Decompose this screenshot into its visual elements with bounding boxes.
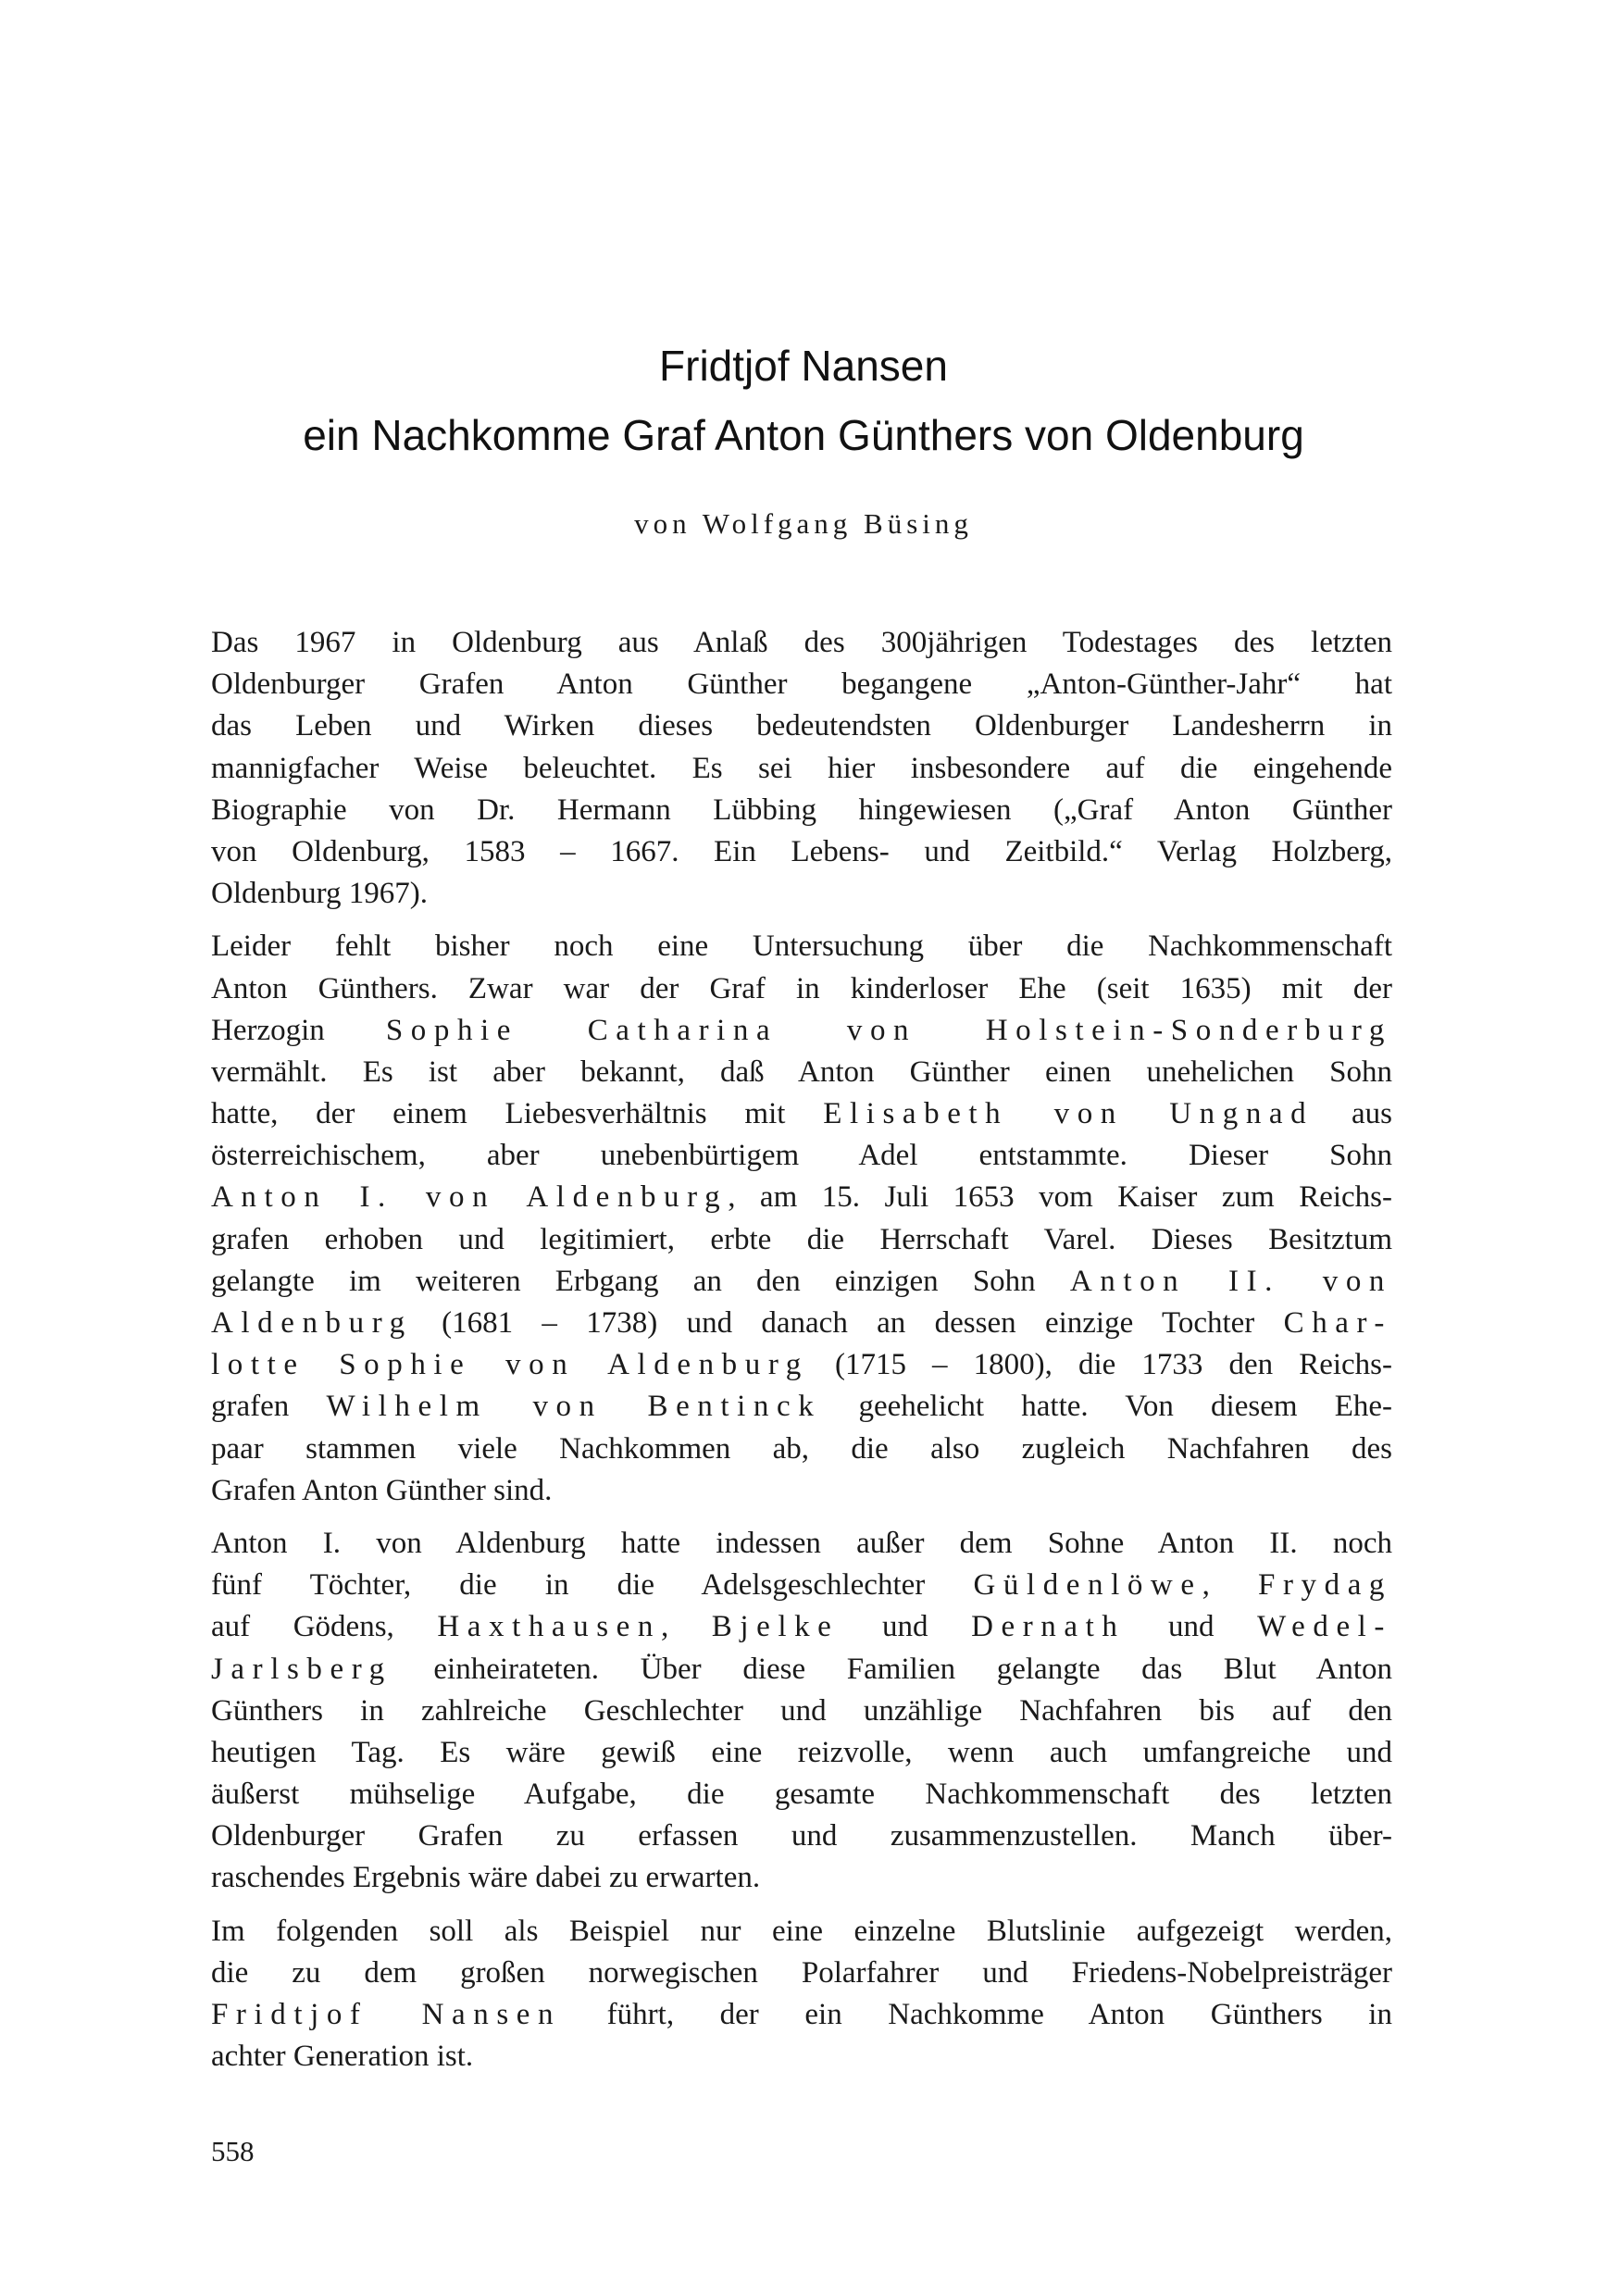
text-run: gelangte im weiteren Erbgang an den einzigen Sohn <box>211 1264 1070 1298</box>
text-run: österreichischem, aber unebenbürtigem Adel entstammte. Dieser Sohn <box>211 1139 1392 1173</box>
text-line <box>211 1911 1392 1953</box>
spaced-name: Dernath <box>971 1610 1126 1644</box>
article-body <box>211 622 1392 2089</box>
spaced-name: Bjelke <box>711 1610 840 1644</box>
text-run: führt, der ein Nachkomme Anton Günthers in <box>561 1998 1392 2031</box>
text-run: Herzogin <box>211 1013 386 1047</box>
text-run: hatte, der einem Liebesverhältnis mit <box>211 1097 824 1131</box>
text-line <box>211 1691 1392 1732</box>
text-line <box>211 1177 1392 1218</box>
text-run: Anton I. von Aldenburg hatte indessen außer dem Sohne Anton II. noch <box>211 1526 1392 1560</box>
author-byline: von Wolfgang Büsing <box>634 507 973 540</box>
text-run: raschendes Ergebnis wäre dabei zu erwarten. <box>211 1861 761 1895</box>
text-run: paar stammen viele Nachkommen ab, die also zugleich Nachfahren des <box>211 1431 1392 1466</box>
text-run: Günthers in zahlreiche Geschlechter und unzählige Nachfahren bis auf den <box>211 1693 1392 1728</box>
text-run: und <box>839 1610 972 1644</box>
text-line <box>211 1994 1392 2036</box>
spaced-name: Haxthausen <box>437 1610 661 1644</box>
paragraph <box>211 622 1392 915</box>
text-run: , am 15. Juli 1653 vom Kaiser zum Reichs- <box>728 1180 1392 1215</box>
text-line <box>211 1386 1392 1428</box>
text-run: Leider fehlt bisher noch eine Untersuchung über die Nachkommenschaft <box>211 930 1392 964</box>
text-line <box>211 1857 1392 1899</box>
spaced-name: Sophie Catharina von Holstein-Sonderburg <box>385 1013 1392 1047</box>
text-line <box>211 1523 1392 1565</box>
text-line <box>211 1261 1392 1303</box>
spaced-name: Frydag <box>1258 1568 1393 1603</box>
text-run: und <box>1125 1610 1258 1644</box>
paragraph <box>211 1523 1392 1900</box>
spaced-name: Wilhelm von Bentinck <box>326 1390 822 1424</box>
spaced-name: Wedel- <box>1257 1610 1392 1644</box>
text-line <box>211 926 1392 967</box>
title-line-1: Fridtjof Nansen <box>659 342 948 390</box>
paragraph <box>211 926 1392 1512</box>
text-run: Grafen Anton Günther sind. <box>211 1473 553 1507</box>
text-run: , <box>660 1610 712 1644</box>
text-run: grafen erhoben und legitimiert, erbte die Herrschaft Varel. Dieses Besitztum <box>211 1222 1392 1256</box>
text-line <box>211 1732 1392 1774</box>
text-run: von Oldenburg, 1583 – 1667. Ein Lebens- und Zeitbild.“ Verlag Holzberg, <box>211 834 1392 868</box>
spaced-name: Elisabeth von Ungnad <box>823 1097 1314 1131</box>
page-number: 558 <box>211 2135 255 2167</box>
text-line <box>211 1010 1392 1052</box>
spaced-name: Fridtjof Nansen <box>211 1998 562 2031</box>
text-run: die zu dem großen norwegischen Polarfahrer und Friedens-Nobelpreisträger <box>211 1955 1392 1990</box>
text-run: geehelicht hatte. Von diesem Ehe- <box>821 1390 1392 1424</box>
text-run: auf Gödens, <box>211 1610 438 1644</box>
text-run: grafen <box>211 1390 327 1424</box>
spaced-name: Anton II. von <box>1069 1264 1392 1298</box>
text-run: Oldenburger Grafen zu erfassen und zusammenzustellen. Manch über- <box>211 1819 1392 1853</box>
text-run: Im folgenden soll als Beispiel nur eine einzelne Blutslinie aufgezeigt werden, <box>211 1914 1392 1948</box>
text-line <box>211 1649 1392 1691</box>
text-run: Das 1967 in Oldenburg aus Anlaß des 300jährigen Todestages des letzten <box>211 626 1392 659</box>
text-line <box>211 1219 1392 1261</box>
text-line <box>211 1052 1392 1093</box>
text-line <box>211 790 1392 831</box>
paragraph <box>211 1911 1392 2078</box>
text-line <box>211 1565 1392 1606</box>
text-line <box>211 1774 1392 1816</box>
text-line <box>211 1953 1392 1994</box>
text-line <box>211 873 1392 915</box>
text-run: äußerst mühselige Aufgabe, die gesamte Nachkommenschaft des letzten <box>211 1778 1392 1812</box>
text-run: heutigen Tag. Es wäre gewiß eine reizvolle, wenn auch umfangreiche und <box>211 1735 1392 1769</box>
text-line <box>211 1816 1392 1857</box>
spaced-name: Jarlsberg <box>211 1652 392 1686</box>
spaced-name: lotte Sophie von Aldenburg <box>211 1348 809 1382</box>
text-line <box>211 1093 1392 1135</box>
text-run: Biographie von Dr. Hermann Lübbing hingewiesen („Graf Anton Günther <box>211 792 1392 827</box>
text-line <box>211 1429 1392 1470</box>
text-line <box>211 1470 1392 1512</box>
text-line <box>211 705 1392 747</box>
text-run: einheirateten. Über diese Familien gelangte das Blut Anton <box>392 1652 1392 1686</box>
text-run: Anton Günthers. Zwar war der Graf in kinderloser Ehe (seit 1635) mit der <box>211 971 1392 1005</box>
text-run: (1715 – 1800), die 1733 den Reichs- <box>808 1348 1392 1382</box>
text-run: , <box>1202 1568 1259 1603</box>
spaced-name: Aldenburg <box>211 1306 413 1340</box>
spaced-name: Char- <box>1283 1306 1392 1340</box>
text-run: mannigfacher Weise beleuchtet. Es sei hier insbesondere auf die eingehende <box>211 751 1392 785</box>
text-line <box>211 1606 1392 1648</box>
text-run: (1681 – 1738) und danach an dessen einzige Tochter <box>412 1306 1284 1340</box>
text-run: Oldenburger Grafen Anton Günther begangene „Anton-Günther-Jahr“ hat <box>211 668 1392 702</box>
text-run: Oldenburg 1967). <box>211 877 429 911</box>
text-line <box>211 748 1392 790</box>
text-line <box>211 664 1392 705</box>
text-line <box>211 2036 1392 2078</box>
text-run: das Leben und Wirken dieses bedeutendsten Oldenburger Landesherrn in <box>211 709 1392 743</box>
text-run: fünf Töchter, die in die Adelsgeschlechter <box>211 1568 974 1603</box>
text-run: achter Generation ist. <box>211 2040 474 2074</box>
text-line <box>211 1344 1392 1386</box>
spaced-name: Anton I. von Aldenburg <box>211 1180 729 1215</box>
spaced-name: Güldenlöwe <box>973 1568 1202 1603</box>
text-run: vermählt. Es ist aber bekannt, daß Anton Günther einen unehelichen Sohn <box>211 1054 1392 1089</box>
text-run: aus <box>1314 1097 1392 1131</box>
text-line <box>211 831 1392 873</box>
text-line <box>211 622 1392 664</box>
text-line <box>211 968 1392 1010</box>
text-line <box>211 1303 1392 1344</box>
text-line <box>211 1135 1392 1177</box>
title-line-2: ein Nachkomme Graf Anton Günthers von Oldenburg <box>303 411 1304 459</box>
